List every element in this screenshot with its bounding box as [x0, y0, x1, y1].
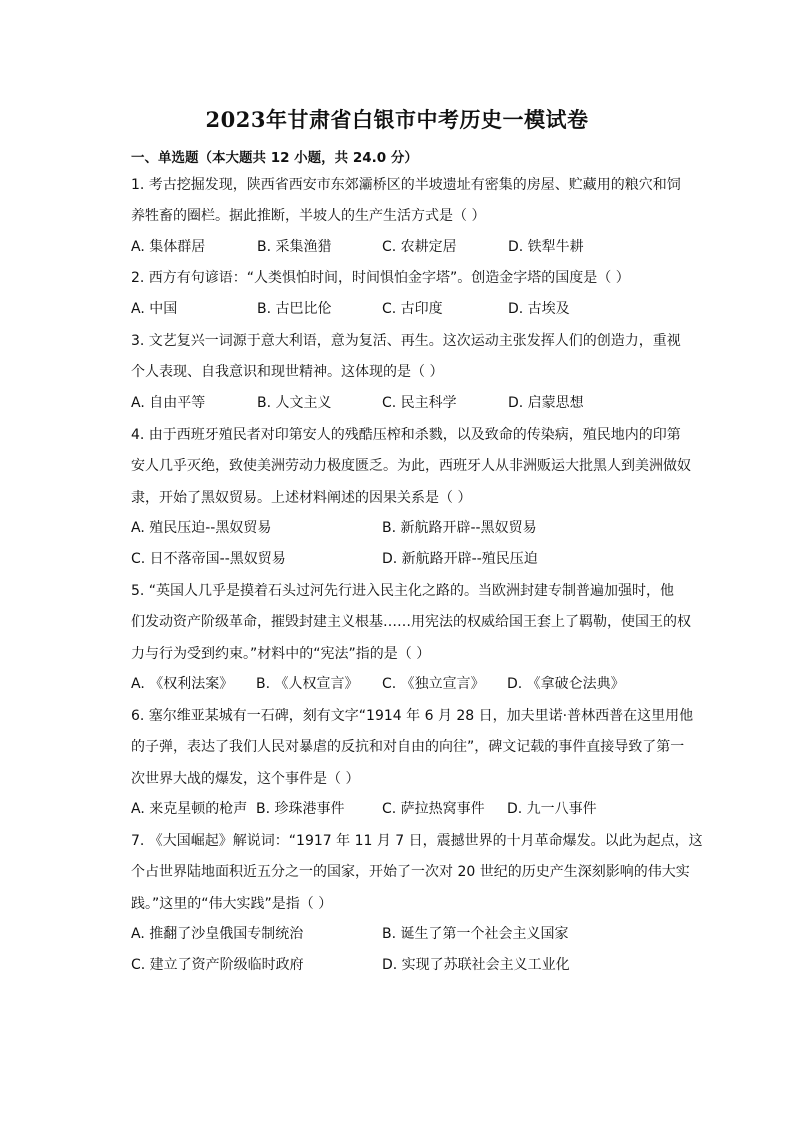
option-d[interactable]: D. 实现了苏联社会主义工业化 [382, 957, 570, 973]
option-a[interactable]: A. 来克星顿的枪声 [131, 801, 248, 817]
question-line: 养牲畜的圈栏。据此推断，半坡人的生产生活方式是（ ） [131, 208, 486, 225]
option-c[interactable]: C. 萨拉热窝事件 [382, 801, 485, 817]
options-4b [131, 544, 691, 575]
question-2 [131, 263, 665, 294]
option-c[interactable]: C. 民主科学 [382, 395, 457, 411]
option-c[interactable]: C. 建立了资产阶级临时政府 [131, 957, 304, 973]
option-c[interactable]: C. 《独立宣言》 [382, 676, 485, 692]
question-line: 3. 文艺复兴一词源于意大利语，意为复活、再生。这次运动主张发挥人们的创造力，重视 [131, 333, 681, 349]
option-b[interactable]: B. 诞生了第一个社会主义国家 [382, 926, 569, 942]
question-line: 5. “英国人几乎是摸着石头过河先行进入民主化之路的。当欧洲封建专制普遍加强时，他 [131, 583, 675, 599]
question-7 [131, 826, 703, 920]
question-line: 践。”这里的“伟大实践”是指（ ） [131, 895, 333, 912]
question-1 [131, 170, 681, 233]
question-5 [131, 576, 691, 670]
option-a[interactable]: A. 中国 [131, 301, 178, 317]
options-4a [131, 513, 691, 544]
option-d[interactable]: D. 启蒙思想 [508, 395, 584, 411]
option-d[interactable]: D. 新航路开辟--殖民压迫 [382, 551, 538, 567]
question-line: 安人几乎灭绝，致使美洲劳动力极度匮乏。为此，西班牙人从非洲贩运大批黑人到美洲做奴 [131, 458, 691, 475]
option-c[interactable]: C. 日不落帝国--黑奴贸易 [131, 551, 286, 567]
question-3 [131, 326, 681, 389]
options-2 [131, 294, 691, 325]
question-line: 隶，开始了黑奴贸易。上述材料阐述的因果关系是（ ） [131, 489, 472, 506]
option-a[interactable]: A. 推翻了沙皇俄国专制统治 [131, 926, 304, 942]
question-line: 个占世界陆地面积近五分之一的国家，开始了一次对 20 世纪的历史产生深刻影响的伟大实 [131, 864, 690, 881]
question-line: 们发动资产阶级革命，摧毁封建主义根基……用宪法的权威给国王套上了羁勒，使国王的权 [131, 614, 691, 631]
option-d[interactable]: D. 古埃及 [508, 301, 570, 317]
question-line: 个人表现、自我意识和现世精神。这体现的是（ ） [131, 364, 444, 381]
question-line: 力与行为受到约束。”材料中的“宪法”指的是（ ） [131, 645, 431, 662]
option-b[interactable]: B. 珍珠港事件 [256, 801, 345, 817]
option-c[interactable]: C. 古印度 [382, 301, 443, 317]
question-line: 4. 由于西班牙殖民者对印第安人的残酷压榨和杀戮，以及致命的传染病，殖民地内的印第 [131, 427, 681, 443]
question-line: 6. 塞尔维亚某城有一石碑，刻有文字“1914 年 6 月 28 日，加夫里诺·普林西普在这里用他 [131, 708, 694, 724]
options-5 [131, 669, 691, 700]
exam-title: 2023年甘肃省白银市中考历史一模试卷 [205, 107, 589, 132]
options-7a [131, 919, 691, 950]
option-a[interactable]: A. 《权利法案》 [131, 676, 234, 692]
option-d[interactable]: D. 九一八事件 [507, 801, 597, 817]
option-b[interactable]: B. 人文主义 [257, 395, 332, 411]
option-a[interactable]: A. 集体群居 [131, 239, 206, 255]
question-line: 1. 考古挖掘发现，陕西省西安市东郊灞桥区的半坡遗址有密集的房屋、贮藏用的粮穴和饲 [131, 177, 681, 193]
option-c[interactable]: C. 农耕定居 [382, 239, 457, 255]
option-b[interactable]: B. 采集渔猎 [257, 239, 332, 255]
option-d[interactable]: D. 铁犁牛耕 [508, 239, 584, 255]
option-a[interactable]: A. 殖民压迫--黑奴贸易 [131, 520, 272, 536]
option-d[interactable]: D. 《拿破仑法典》 [507, 676, 625, 692]
question-line: 2. 西方有句谚语：“人类惧怕时间，时间惧怕金字塔”。创造金字塔的国度是（ ） [131, 270, 630, 286]
option-b[interactable]: B. 新航路开辟--黑奴贸易 [382, 520, 537, 536]
option-a[interactable]: A. 自由平等 [131, 395, 206, 411]
question-line: 的子弹，表达了我们人民对暴虐的反抗和对自由的向往”，碑文记载的事件直接导致了第一 [131, 739, 685, 756]
options-3 [131, 388, 691, 419]
options-7b [131, 950, 691, 981]
question-line: 次世界大战的爆发，这个事件是（ ） [131, 770, 360, 787]
option-b[interactable]: B. 古巴比伦 [257, 301, 332, 317]
options-1 [131, 232, 691, 263]
question-6 [131, 701, 694, 795]
option-b[interactable]: B. 《人权宣言》 [256, 676, 359, 692]
question-4 [131, 420, 691, 514]
question-line: 7. 《大国崛起》解说词：“1917 年 11 月 7 日，震撼世界的十月革命爆发。以此为起点，这 [131, 833, 703, 849]
options-6 [131, 794, 691, 825]
section-heading: 一、单选题（本大题共 12 小题，共 24.0 分） [131, 150, 418, 166]
